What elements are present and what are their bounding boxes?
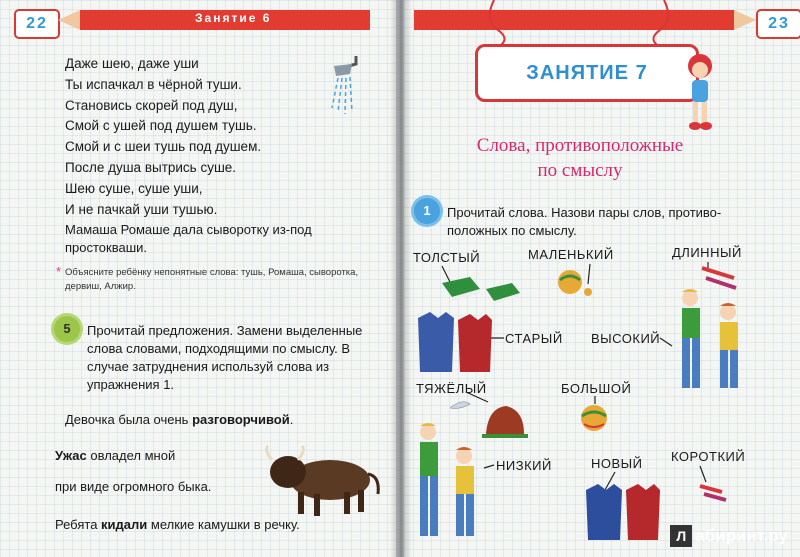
page-number-left: 22 [14, 9, 60, 39]
exercise-number-badge: 1 [414, 198, 440, 224]
jackets-old-icon [414, 308, 494, 376]
word-bolshoi: БОЛЬШОЙ [561, 381, 632, 396]
jackets-new-icon [582, 482, 664, 542]
section-subtitle-line1: Слова, противоположные [476, 135, 684, 156]
poem-line: Становись скорей под душ, [65, 97, 238, 113]
highlighted-word: Ужас [55, 448, 87, 463]
exercise-instructions: Прочитай предложения. Замени выделенные слова словами, подходящими по смыслу. В случае затруднения используй слова из упражнения 1. [87, 323, 363, 392]
poem-line: И не пачкай уши тушью. [65, 201, 218, 217]
poem-line: Смой с ушей под душем тушь. [65, 118, 257, 134]
book-spine [390, 0, 412, 557]
word-dlinnyi: ДЛИННЫЙ [672, 245, 742, 260]
lesson-title: ЗАНЯТИЕ 7 [475, 44, 699, 102]
page-number-right: 23 [756, 9, 800, 39]
short-boys-icon [412, 420, 488, 544]
big-ball-icon [580, 404, 610, 434]
highlighted-word: кидали [101, 517, 148, 532]
word-nizkiy: НИЗКИЙ [496, 458, 552, 473]
note-star-icon: * [56, 264, 62, 279]
short-pencils-icon [698, 480, 732, 504]
sentence-text: . [289, 412, 294, 427]
lesson-header-left: Занятие 6 [195, 11, 272, 25]
sentence-2-cont: при виде огромного быка. [55, 479, 212, 494]
sentence-text: Ребята [55, 517, 102, 532]
ball-icon [556, 266, 596, 300]
tongue-twister: Мамаша Ромаше дала сыворотку из-под простокваши. [65, 222, 312, 255]
watermark-text: абиринт.ру [695, 526, 788, 545]
poem-line: Ты испачкал в чёрной туши. [65, 76, 242, 92]
word-tolstyi: ТОЛСТЫЙ [413, 250, 481, 265]
sentence-text: овладел мной [86, 448, 176, 463]
watermark-logo-icon: Л [670, 525, 692, 547]
section-subtitle-line2: по смыслу [537, 160, 623, 181]
word-tyazhelyi: ТЯЖЁЛЫЙ [416, 381, 487, 396]
poem-line: Даже шею, даже уши [65, 56, 199, 71]
highlighted-word: разговорчивой [192, 412, 290, 427]
exercise-line: Прочитай слова. Назови пары слов, противо- [447, 205, 722, 220]
poem-line: Шею суше, суше уши, [65, 180, 203, 196]
word-novyi: НОВЫЙ [591, 456, 643, 471]
sentence-text: мелкие камушки в речку. [147, 517, 300, 532]
watermark [670, 525, 788, 547]
exercise-line: положных по смыслу. [447, 223, 577, 238]
word-malenkiy: МАЛЕНЬКИЙ [528, 247, 614, 262]
tall-boys-icon [676, 288, 746, 398]
note-text: Объясните ребёнку непонятные слова: тушь, Ромаша, сыворотка, дервиш, Алжир. [65, 267, 359, 292]
word-korotkiy: КОРОТКИЙ [671, 449, 746, 464]
word-vysokiy: ВЫСОКИЙ [591, 331, 661, 346]
word-staryi: СТАРЫЙ [505, 331, 563, 346]
poem-line: После душа вытрись суше. [65, 159, 237, 175]
sentence-text: Девочка была очень [65, 412, 193, 427]
books-icon [440, 275, 525, 305]
poem-line: Смой и с шеи тушь под душем. [65, 139, 262, 155]
exercise-number-badge: 5 [54, 316, 80, 342]
